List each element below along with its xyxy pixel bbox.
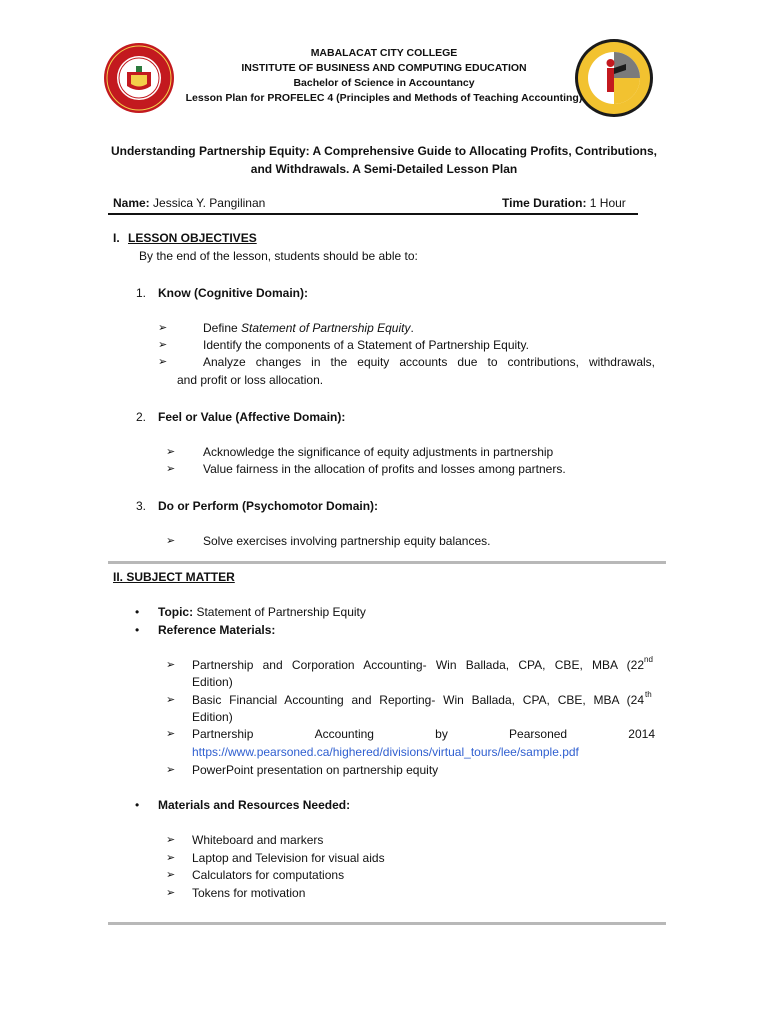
bullet-icon: • [135,798,140,812]
college-name: MABALACAT CITY COLLEGE [310,47,458,59]
topic-line: Topic: Statement of Partnership Equity [158,605,366,619]
arrow-bullet-icon: ➢ [166,887,176,899]
do-item-solve: Solve exercises involving partnership equity balances. [203,534,491,548]
arrow-bullet-icon: ➢ [166,694,176,706]
objectives-numeral: I. [113,231,120,245]
arrow-bullet-icon: ➢ [166,535,176,547]
know-title: Know (Cognitive Domain): [158,286,308,300]
material-item: Tokens for motivation [192,886,306,900]
reference-pearsoned-line-1: Partnership Accounting by Pearsoned 2014 [192,727,655,741]
know-item-analyze-line-1: Analyze changes in the equity accounts due to contributions, withdrawals, [203,355,655,369]
header-divider [108,213,638,215]
feel-number: 2. [136,410,147,424]
do-number: 3. [136,499,147,513]
arrow-bullet-icon: ➢ [166,852,176,864]
section-divider [108,561,666,564]
bullet-icon: • [135,605,140,619]
know-item-identify: Identify the components of a Statement of Partnership Equity. [203,338,529,352]
arrow-bullet-icon: ➢ [166,834,176,846]
reference-powerpoint: PowerPoint presentation on partnership equity [192,763,439,777]
arrow-bullet-icon: ➢ [158,356,168,368]
institute-name: INSTITUTE OF BUSINESS AND COMPUTING EDUCATION [241,62,527,74]
reference-ballada-financial-line-2: Edition) [192,710,233,724]
material-item: Whiteboard and markers [192,833,324,847]
material-item: Laptop and Television for visual aids [192,851,385,865]
lesson-plan-course: Lesson Plan for PROFELEC 4 (Principles and Methods of Teaching Accounting) [185,92,583,104]
reference-ballada-financial-superscript: th [645,690,652,699]
materials-label: Materials and Resources Needed: [158,798,351,812]
lesson-title-line-1: Understanding Partnership Equity: A Comprehensive Guide to Allocating Profits, Contributions, [110,144,658,158]
feel-item-value: Value fairness in the allocation of profits and losses among partners. [203,462,566,476]
objectives-heading: LESSON OBJECTIVES [128,231,257,245]
feel-item-acknowledge: Acknowledge the significance of equity adjustments in partnership [203,445,554,459]
author-name: Name: Jessica Y. Pangilinan [113,196,266,210]
subject-matter-heading: II. SUBJECT MATTER [113,570,235,584]
reference-ballada-partnership-superscript: nd [644,655,653,664]
reference-ballada-partnership-line-1: Partnership and Corporation Accounting- Win Ballada, CPA, CBE, MBA (22 [192,658,644,672]
material-item: Calculators for computations [192,868,345,882]
reference-ballada-financial-line-1: Basic Financial Accounting and Reporting- Win Ballada, CPA, CBE, MBA (24 [192,693,644,707]
arrow-bullet-icon: ➢ [166,659,176,671]
arrow-bullet-icon: ➢ [158,322,168,334]
know-item-define: Define Statement of Partnership Equity. [203,321,414,335]
program-name: Bachelor of Science in Accountancy [293,77,475,89]
reference-materials-label: Reference Materials: [158,623,276,637]
objectives-intro: By the end of the lesson, students should be able to: [139,249,418,263]
know-item-analyze-line-2: and profit or loss allocation. [177,373,324,387]
reference-pearsoned-link[interactable]: https://www.pearsoned.ca/highered/divisions/virtual_tours/lee/sample.pdf [192,745,579,759]
arrow-bullet-icon: ➢ [166,869,176,881]
know-number: 1. [136,286,147,300]
feel-title: Feel or Value (Affective Domain): [158,410,346,424]
arrow-bullet-icon: ➢ [166,446,176,458]
arrow-bullet-icon: ➢ [166,764,176,776]
reference-ballada-partnership-line-2: Edition) [192,675,233,689]
time-duration: Time Duration: 1 Hour [502,196,626,210]
section-divider [108,922,666,925]
do-title: Do or Perform (Psychomotor Domain): [158,499,379,513]
arrow-bullet-icon: ➢ [158,339,168,351]
arrow-bullet-icon: ➢ [166,728,176,740]
lesson-title-line-2: and Withdrawals. A Semi-Detailed Lesson Plan [250,162,518,176]
arrow-bullet-icon: ➢ [166,463,176,475]
bullet-icon: • [135,623,140,637]
